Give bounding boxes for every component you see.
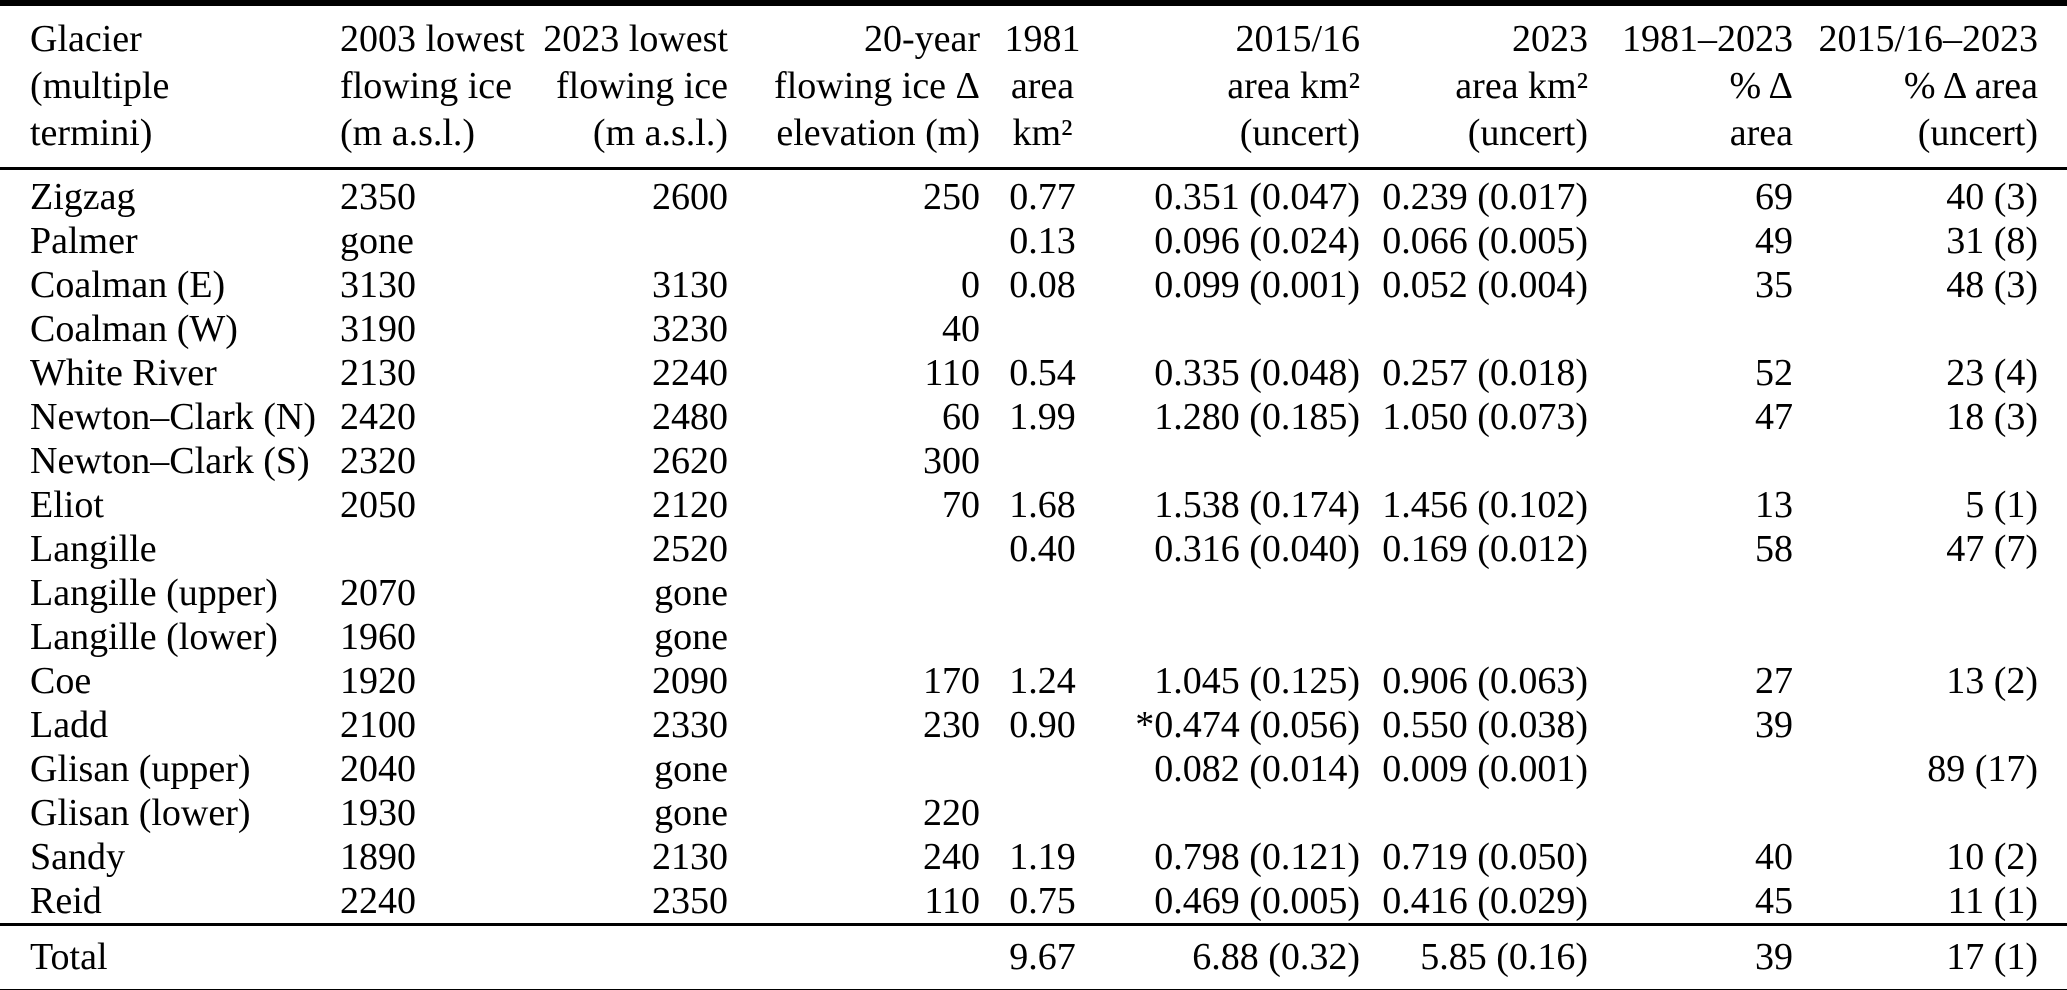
glacier-name-cell: White River	[30, 352, 217, 394]
value-cell: 47 (7)	[1946, 528, 2038, 570]
value-cell: 70	[942, 484, 980, 526]
value-cell: 2130	[652, 836, 728, 878]
value-cell	[728, 219, 980, 263]
value-cell: 1930	[340, 792, 416, 834]
total-value-cell	[340, 925, 530, 990]
value-cell: 27	[1755, 660, 1793, 702]
value-cell	[340, 527, 530, 571]
value-cell: gone	[654, 572, 728, 614]
value-cell: 5 (1)	[1965, 484, 2038, 526]
value-cell: 0.009 (0.001)	[1382, 748, 1588, 790]
value-cell	[1793, 571, 2067, 615]
value-cell: 0.082 (0.014)	[1154, 748, 1360, 790]
value-cell	[1588, 791, 1793, 835]
value-cell: 0.052 (0.004)	[1382, 264, 1588, 306]
header-line: flowing ice	[555, 65, 728, 107]
value-cell: 1.538 (0.174)	[1154, 484, 1360, 526]
total-value-cell: 6.88 (0.32)	[1105, 925, 1360, 990]
total-value-cell	[530, 925, 728, 990]
header-line: (m a.s.l.)	[340, 112, 476, 154]
value-cell: 2620	[652, 440, 728, 482]
glacier-name-cell: Coalman (E)	[30, 264, 226, 306]
value-cell: 2520	[652, 528, 728, 570]
value-cell	[1360, 307, 1588, 351]
header-line: 2023 lowest	[543, 18, 728, 60]
value-cell: 69	[1755, 176, 1793, 218]
value-cell: 2070	[340, 572, 416, 614]
value-cell	[980, 747, 1105, 791]
value-cell: 0.13	[1009, 220, 1076, 262]
value-cell: 1.24	[1009, 660, 1076, 702]
value-cell: 2330	[652, 704, 728, 746]
value-cell	[1793, 307, 2067, 351]
value-cell: 0.54	[1009, 352, 1076, 394]
value-cell: 1.456 (0.102)	[1382, 484, 1588, 526]
header-line: area km²	[1455, 65, 1588, 107]
table-row	[0, 835, 2067, 879]
value-cell: 40	[1755, 836, 1793, 878]
header-line: 2015/16–2023	[1818, 18, 2038, 60]
value-cell: 0.257 (0.018)	[1382, 352, 1588, 394]
value-cell: 0.335 (0.048)	[1154, 352, 1360, 394]
value-cell: 0.096 (0.024)	[1154, 220, 1360, 262]
value-cell: 110	[924, 352, 980, 394]
table-row	[0, 791, 2067, 835]
table-row	[0, 169, 2067, 220]
value-cell: 0.550 (0.038)	[1382, 704, 1588, 746]
value-cell: 0.169 (0.012)	[1382, 528, 1588, 570]
header-line: (m a.s.l.)	[592, 112, 728, 154]
header-line: (uncert)	[1467, 112, 1588, 154]
table-row	[0, 527, 2067, 571]
value-cell	[1360, 439, 1588, 483]
value-cell: 0.798 (0.121)	[1154, 836, 1360, 878]
glacier-name-cell: Langille (lower)	[30, 616, 278, 658]
header-line: 1981–2023	[1622, 18, 1793, 60]
header-line: Glacier	[30, 18, 142, 60]
total-value-cell	[728, 925, 980, 990]
value-cell: 1.99	[1009, 396, 1076, 438]
value-cell	[1588, 615, 1793, 659]
value-cell: 2090	[652, 660, 728, 702]
glacier-name-cell: Ladd	[30, 704, 109, 746]
value-cell: 2350	[340, 176, 416, 218]
glacier-name-cell: Palmer	[30, 220, 138, 262]
column-header-lowest-ice-2003	[340, 3, 530, 169]
value-cell	[1360, 791, 1588, 835]
value-cell	[1793, 703, 2067, 747]
glacier-name-cell: Coalman (W)	[30, 308, 238, 350]
table-row	[0, 395, 2067, 439]
total-row	[0, 925, 2067, 990]
value-cell	[1588, 747, 1793, 791]
value-cell	[1105, 439, 1360, 483]
value-cell: 240	[923, 836, 980, 878]
value-cell: gone	[654, 616, 728, 658]
value-cell: 0.351 (0.047)	[1154, 176, 1360, 218]
value-cell	[1105, 307, 1360, 351]
column-header-area-2015-16	[1105, 3, 1360, 169]
total-value-cell: 9.67	[980, 925, 1105, 990]
value-cell: 2120	[652, 484, 728, 526]
value-cell	[980, 307, 1105, 351]
table-row	[0, 747, 2067, 791]
value-cell: 300	[923, 440, 980, 482]
glacier-name-cell: Newton–Clark (N)	[30, 396, 316, 438]
value-cell: 0.719 (0.050)	[1382, 836, 1588, 878]
value-cell	[1793, 439, 2067, 483]
value-cell: 0.77	[1009, 176, 1076, 218]
value-cell: 13 (2)	[1946, 660, 2038, 702]
value-cell: gone	[654, 792, 728, 834]
value-cell: 2350	[652, 880, 728, 922]
table-row	[0, 439, 2067, 483]
value-cell: 0.066 (0.005)	[1382, 220, 1588, 262]
value-cell: 48 (3)	[1946, 264, 2038, 306]
value-cell: 89 (17)	[1927, 748, 2038, 790]
value-cell: 49	[1755, 220, 1793, 262]
table-row	[0, 703, 2067, 747]
header-line: % Δ area	[1903, 65, 2038, 107]
value-cell: 58	[1755, 528, 1793, 570]
header-line: 1981	[1004, 18, 1081, 60]
value-cell	[980, 571, 1105, 615]
glacier-name-cell: Eliot	[30, 484, 104, 526]
header-line: flowing ice	[340, 65, 513, 107]
value-cell	[728, 615, 980, 659]
value-cell	[728, 527, 980, 571]
value-cell: 1960	[340, 616, 416, 658]
table-footer	[0, 925, 2067, 990]
glacier-name-cell: Glisan (upper)	[30, 748, 251, 790]
value-cell	[1105, 615, 1360, 659]
value-cell: 2100	[340, 704, 416, 746]
value-cell: 2050	[340, 484, 416, 526]
header-line: km²	[1012, 112, 1073, 154]
table-row	[0, 615, 2067, 659]
value-cell	[1793, 615, 2067, 659]
value-cell: 2420	[340, 396, 416, 438]
table-row	[0, 219, 2067, 263]
value-cell	[980, 791, 1105, 835]
header-line: (uncert)	[1239, 112, 1360, 154]
value-cell: 110	[924, 880, 980, 922]
header-line: 2003 lowest	[340, 18, 525, 60]
value-cell: 2240	[652, 352, 728, 394]
value-cell: 1.68	[1009, 484, 1076, 526]
value-cell: 1.050 (0.073)	[1382, 396, 1588, 438]
header-line: area	[1729, 112, 1793, 154]
value-cell: 40	[942, 308, 980, 350]
header-line: 2023	[1512, 18, 1588, 60]
value-cell: 1890	[340, 836, 416, 878]
header-line: 2015/16	[1235, 18, 1360, 60]
glacier-name-cell: Sandy	[30, 836, 125, 878]
header-line: % Δ	[1729, 65, 1793, 107]
value-cell: 60	[942, 396, 980, 438]
glacier-name-cell: Reid	[30, 880, 102, 922]
value-cell	[728, 571, 980, 615]
column-header-delta-elevation	[728, 3, 980, 169]
value-cell	[530, 219, 728, 263]
value-cell	[1588, 571, 1793, 615]
glacier-name-cell: Langille (upper)	[30, 572, 278, 614]
value-cell: 0.08	[1009, 264, 1076, 306]
value-cell: 0.316 (0.040)	[1154, 528, 1360, 570]
value-cell: gone	[340, 220, 414, 262]
value-cell: 220	[923, 792, 980, 834]
value-cell: 250	[923, 176, 980, 218]
value-cell	[1793, 791, 2067, 835]
glacier-name-cell: Zigzag	[30, 176, 136, 218]
value-cell: 0.906 (0.063)	[1382, 660, 1588, 702]
value-cell: 0.90	[1009, 704, 1076, 746]
value-cell: 13	[1755, 484, 1793, 526]
value-cell	[1105, 791, 1360, 835]
header-line: area km²	[1227, 65, 1360, 107]
value-cell: 1.280 (0.185)	[1154, 396, 1360, 438]
value-cell: 2480	[652, 396, 728, 438]
value-cell: 39	[1755, 704, 1793, 746]
value-cell: 3190	[340, 308, 416, 350]
header-line: (multiple	[30, 65, 170, 107]
value-cell: 2600	[652, 176, 728, 218]
header-row	[0, 3, 2067, 169]
total-label-cell: Total	[0, 925, 340, 990]
value-cell: 35	[1755, 264, 1793, 306]
value-cell: *0.474 (0.056)	[1135, 704, 1360, 746]
value-cell: 31 (8)	[1946, 220, 2038, 262]
glacier-name-cell: Newton–Clark (S)	[30, 440, 310, 482]
header-line: elevation (m)	[776, 112, 980, 154]
table-body	[0, 169, 2067, 925]
value-cell: 3230	[652, 308, 728, 350]
value-cell	[1588, 439, 1793, 483]
value-cell	[980, 615, 1105, 659]
value-cell: 3130	[340, 264, 416, 306]
glacier-name-cell: Langille	[30, 528, 157, 570]
value-cell: 52	[1755, 352, 1793, 394]
value-cell: 45	[1755, 880, 1793, 922]
table-row	[0, 483, 2067, 527]
value-cell	[980, 439, 1105, 483]
table-row	[0, 879, 2067, 925]
column-header-area-2023	[1360, 3, 1588, 169]
header-line: (uncert)	[1917, 112, 2038, 154]
value-cell: 230	[923, 704, 980, 746]
value-cell: 10 (2)	[1946, 836, 2038, 878]
value-cell: 0.416 (0.029)	[1382, 880, 1588, 922]
value-cell	[1588, 307, 1793, 351]
value-cell	[1360, 571, 1588, 615]
value-cell: 0.40	[1009, 528, 1076, 570]
value-cell: 3130	[652, 264, 728, 306]
value-cell: 40 (3)	[1946, 176, 2038, 218]
value-cell: 2040	[340, 748, 416, 790]
table-header	[0, 3, 2067, 169]
value-cell: 0	[961, 264, 980, 306]
value-cell	[1105, 571, 1360, 615]
value-cell: 2320	[340, 440, 416, 482]
value-cell: 1.045 (0.125)	[1154, 660, 1360, 702]
total-value-cell: 39	[1588, 925, 1793, 990]
column-header-area-1981	[980, 3, 1105, 169]
column-header-lowest-ice-2023	[530, 3, 728, 169]
column-header-pct-2015-2023	[1793, 3, 2067, 169]
value-cell: gone	[654, 748, 728, 790]
table-row	[0, 659, 2067, 703]
table-row	[0, 307, 2067, 351]
header-line: termini)	[30, 112, 153, 154]
value-cell: 23 (4)	[1946, 352, 2038, 394]
value-cell: 18 (3)	[1946, 396, 2038, 438]
value-cell: 0.099 (0.001)	[1154, 264, 1360, 306]
value-cell: 1920	[340, 660, 416, 702]
value-cell: 2130	[340, 352, 416, 394]
header-line: area	[1010, 65, 1075, 107]
value-cell: 0.469 (0.005)	[1154, 880, 1360, 922]
value-cell: 47	[1755, 396, 1793, 438]
value-cell: 11 (1)	[1947, 880, 2038, 922]
value-cell: 0.75	[1009, 880, 1076, 922]
value-cell	[728, 747, 980, 791]
total-value-cell: 5.85 (0.16)	[1360, 925, 1588, 990]
table-row	[0, 571, 2067, 615]
value-cell: 1.19	[1009, 836, 1076, 878]
glacier-name-cell: Glisan (lower)	[30, 792, 251, 834]
value-cell: 0.239 (0.017)	[1382, 176, 1588, 218]
total-value-cell: 17 (1)	[1793, 925, 2067, 990]
column-header-pct-1981-2023	[1588, 3, 1793, 169]
value-cell	[1360, 615, 1588, 659]
glacier-name-cell: Coe	[30, 660, 92, 702]
table-row	[0, 263, 2067, 307]
header-line: 20-year	[863, 18, 980, 60]
header-line: flowing ice Δ	[774, 65, 980, 107]
value-cell: 170	[923, 660, 980, 702]
column-header-glacier	[0, 3, 340, 169]
value-cell: 2240	[340, 880, 416, 922]
table-row	[0, 351, 2067, 395]
